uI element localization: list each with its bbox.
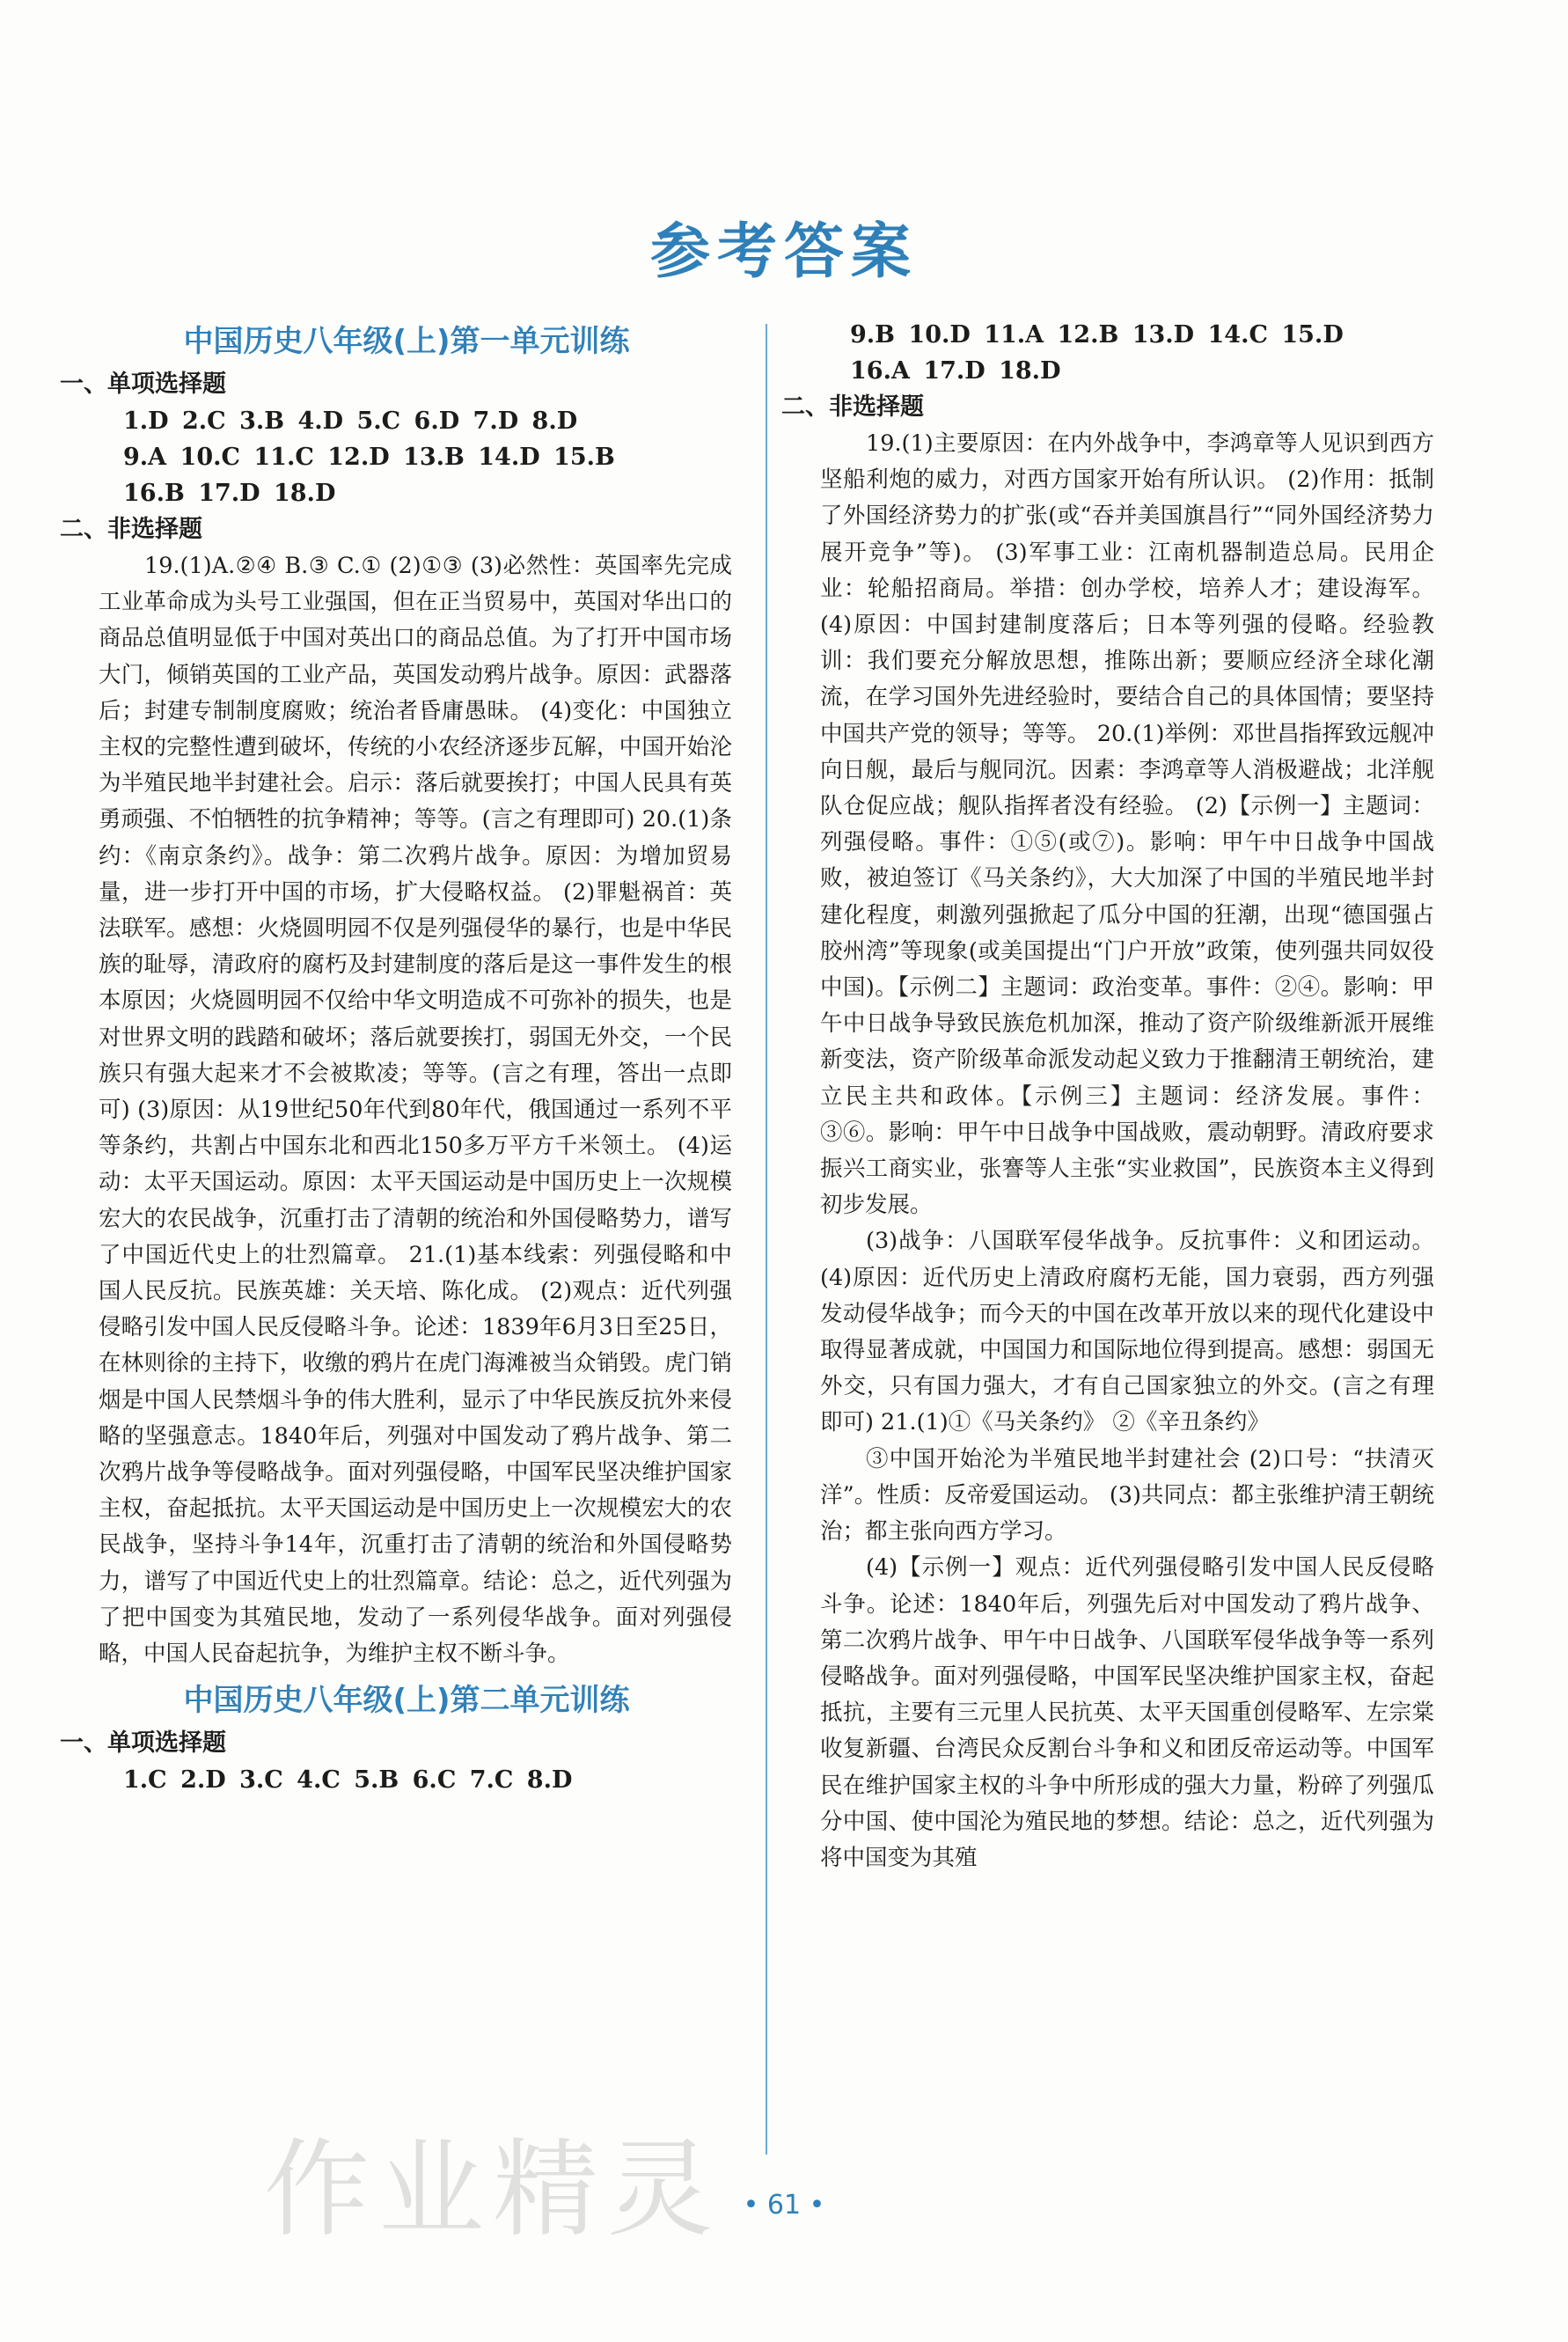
- unit2-mc-row-2: 9.B 10.D 11.A 12.B 13.D 14.C 15.D: [850, 321, 1344, 349]
- unit2-section-open: 二、非选择题: [781, 393, 924, 421]
- unit1-mc-row-1: 1.D 2.C 3.B 4.D 5.C 6.D 7.D 8.D: [123, 407, 578, 435]
- unit2-answers-part1: 19.(1)主要原因：在内外战争中，李鸿章等人见识到西方坚船利炮的威力，对西方国家开始有所认识。 (2)作用：抵制了外国经济势力的扩张(或“吞并美国旗昌行”“同外国经济势力展开竞争”等)。 (3)军事工业：江南机器制造总局。民用企业：轮船招商局。举措：创办学校，培养人才；建设海军。 (4)原因：中国封建制度落后；日本等列强的侵略。经验教训：我们要充分解放思想，推陈出新；要顺应经济全球化潮流，在学习国外先进经验时，要结合自己的具体国情；要坚持中国共产党的领导；等等。 20.(1)举例：邓世昌指挥致远舰冲向日舰，最后与舰同沉。因素：李鸿章等人消极避战；北洋舰队仓促应战；舰队指挥者没有经验。 (2)【示例一】主题词：列强侵略。事件：①⑤(或⑦)。影响：甲午中日战争中国战败，被迫签订《马关条约》，大大加深了中国的半殖民地半封建化程度，刺激列强掀起了瓜分中国的狂潮，出现“德国强占胶州湾”等现象(或美国提出“门户开放”政策，使列强共同奴役中国)。【示例二】主题词：政治变革。事件：②④。影响：甲午中日战争导致民族危机加深，推动了资产阶级维新派开展维新变法，资产阶级革命派发动起义致力于推翻清王朝统治，建立民主共和政体。【示例三】主题词：经济发展。事件：③⑥。影响：甲午中日战争中国战败，震动朝野。清政府要求振兴工商实业，张謇等人主张“实业救国”，民族资本主义得到初步发展。: [820, 430, 1434, 1219]
- unit2-answers-part4: (4)【示例一】观点：近代列强侵略引发中国人民反侵略斗争。论述：1840年后，列强先后对中国发动了鸦片战争、第二次鸦片战争、甲午中日战争、八国联军侵华战争等一系列侵略战争。面对列强侵略，中国军民坚决维护国家主权，奋起抵抗，主要有三元里人民抗英、太平天国重创侵略军、左宗棠收复新疆、台湾民众反割台斗争和义和团反帝运动等。中国军民在维护国家主权的斗争中所形成的强大力量，粉碎了列强瓜分中国、使中国沦为殖民地的梦想。结论：总之，近代列强为将中国变为其殖: [820, 1554, 1434, 1871]
- page-title: 参考答案: [649, 217, 918, 287]
- unit2-title: 中国历史八年级(上)第二单元训练: [183, 1683, 630, 1719]
- unit1-section-open: 二、非选择题: [60, 516, 202, 543]
- unit2-mc-row-1: 1.C 2.D 3.C 4.C 5.B 6.C 7.C 8.D: [123, 1766, 573, 1795]
- unit2-answers-part3: ③中国开始沦为半殖民地半封建社会 (2)口号：“扶清灭洋”。性质：反帝爱国运动。 (3)共同点：都主张维护清王朝统治；都主张向西方学习。: [820, 1445, 1434, 1545]
- unit2-section-mc: 一、单项选择题: [60, 1729, 226, 1758]
- column-divider: [766, 324, 767, 2155]
- unit1-section-mc: 一、单项选择题: [60, 371, 226, 398]
- unit1-mc-row-2: 9.A 10.C 11.C 12.D 13.B 14.D 15.B: [123, 444, 615, 471]
- watermark-logo: 作业精灵: [264, 2129, 722, 2251]
- unit2-answers-part2: (3)战争：八国联军侵华战争。反抗事件：义和团运动。 (4)原因：近代历史上清政府腐朽无能，国力衰弱，西方列强发动侵华战争；而今天的中国在改革开放以来的现代化建设中取得显著成就，中国国力和国际地位得到提高。感想：弱国无外交，只有国力强大，才有自己国家独立的外交。(言之有理即可) 21.(1)①《马关条约》 ②《辛丑条约》: [820, 1228, 1434, 1436]
- unit2-mc-row-3: 16.A 17.D 18.D: [850, 357, 1061, 385]
- right-column: [781, 317, 1434, 1876]
- unit1-title: 中国历史八年级(上)第一单元训练: [183, 324, 630, 359]
- page-number: • 61 •: [743, 2190, 825, 2221]
- unit1-mc-row-3: 16.B 17.D 18.D: [123, 480, 336, 507]
- left-column: [60, 317, 732, 1798]
- unit1-open-answers: 19.(1)A.②④ B.③ C.① (2)①③ (3)必然性：英国率先完成工业革命成为头号工业强国，但在正当贸易中，英国对华出口的商品总值明显低于中国对英出口的商品总值。为了打开中国市场大门，倾销英国的工业产品，英国发动鸦片战争。原因：武器落后；封建专制制度腐败；统治者昏庸愚昧。 (4)变化：中国独立主权的完整性遭到破坏，传统的小农经济逐步瓦解，中国开始沦为半殖民地半封建社会。启示：落后就要挨打；中国人民具有英勇顽强、不怕牺牲的抗争精神；等等。(言之有理即可) 20.(1)条约：《南京条约》。战争：第二次鸦片战争。原因：为增加贸易量，进一步打开中国的市场，扩大侵略权益。 (2)罪魁祸首：英法联军。感想：火烧圆明园不仅是列强侵华的暴行，也是中华民族的耻辱，清政府的腐朽及封建制度的落后是这一事件发生的根本原因；火烧圆明园不仅给中华文明造成不可弥补的损失，也是对世界文明的践踏和破坏；落后就要挨打，弱国无外交，一个民族只有强大起来才不会被欺凌；等等。(言之有理，答出一点即可) (3)原因：从19世纪50年代到80年代，俄国通过一系列不平等条约，共割占中国东北和西北150多万平方千米领土。 (4)运动：太平天国运动。原因：太平天国运动是中国历史上一次规模宏大的农民战争，沉重打击了清朝的统治和外国侵略势力，谱写了中国近代史上的壮烈篇章。 21.(1)基本线索：列强侵略和中国人民反抗。民族英雄：关天培、陈化成。 (2)观点：近代列强侵略引发中国人民反侵略斗争。论述：1839年6月3日至25日，在林则徐的主持下，收缴的鸦片在虎门海滩被当众销毁。虎门销烟是中国人民禁烟斗争的伟大胜利，显示了中华民族反抗外来侵略的坚强意志。1840年后，列强对中国发动了鸦片战争、第二次鸦片战争等侵略战争。面对列强侵略，中国军民坚决维护国家主权，奋起抵抗。太平天国运动是中国历史上一次规模宏大的农民战争，坚持斗争14年，沉重打击了清朝的统治和外国侵略势力，谱写了中国近代史上的壮烈篇章。结论：总之，近代列强为了把中国变为其殖民地，发动了一系列侵华战争。面对列强侵略，中国人民奋起抗争，为维护主权不断斗争。: [99, 553, 732, 1668]
